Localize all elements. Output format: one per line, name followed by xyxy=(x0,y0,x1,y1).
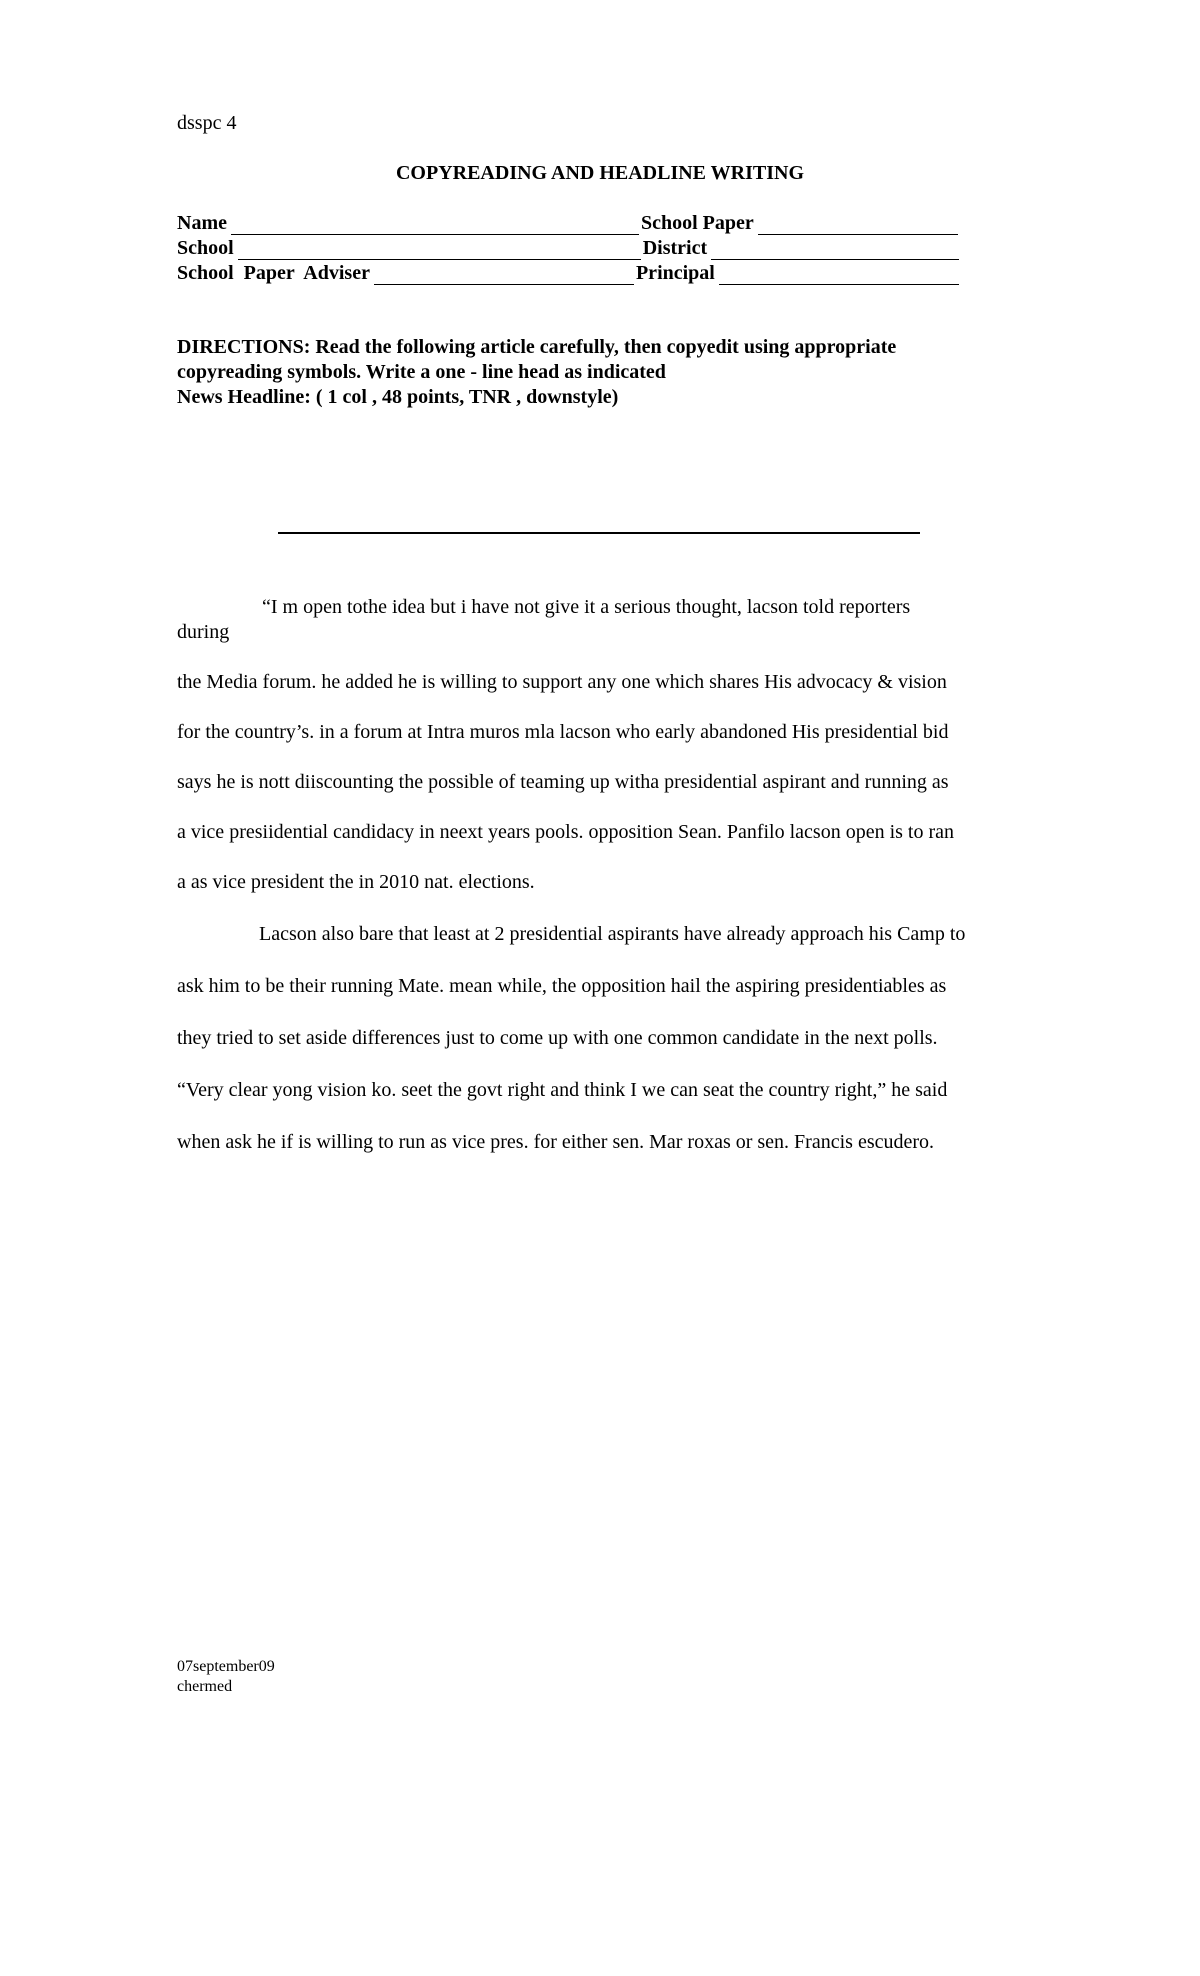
article-line: when ask he if is willing to run as vice pres. for either sen. Mar roxas or sen. Francis escudero. xyxy=(177,1131,935,1153)
footer-author: chermed xyxy=(177,1678,233,1695)
directions-line-2: copyreading symbols. Write a one - line head as indicated xyxy=(177,361,666,383)
article-line: the Media forum. he added he is willing to support any one which shares His advocacy & vision xyxy=(177,671,947,693)
article-line: says he is nott diiscounting the possible of teaming up witha presidential aspirant and running as xyxy=(177,771,949,793)
directions-line-1: DIRECTIONS: Read the following article carefully, then copyedit using appropriate xyxy=(177,336,897,358)
article-line: ask him to be their running Mate. mean while, the opposition hail the aspiring presidentiables as xyxy=(177,975,947,997)
article-line: during xyxy=(177,621,230,643)
form-row-school xyxy=(177,237,961,260)
form-row-name xyxy=(177,212,960,235)
adviser-label: School Paper Adviser xyxy=(177,262,370,284)
name-label: Name xyxy=(177,212,227,234)
document-code: dsspc 4 xyxy=(177,112,237,134)
principal-field[interactable] xyxy=(719,266,959,285)
form-row-adviser xyxy=(177,262,961,285)
name-field[interactable] xyxy=(231,216,639,235)
article-line: they tried to set aside differences just to come up with one common candidate in the next polls. xyxy=(177,1027,938,1049)
headline-answer-line[interactable] xyxy=(278,532,920,534)
school-field[interactable] xyxy=(238,241,641,260)
directions-line-3: News Headline: ( 1 col , 48 points, TNR , downstyle) xyxy=(177,386,619,408)
principal-label: Principal xyxy=(635,262,715,284)
page-title: COPYREADING AND HEADLINE WRITING xyxy=(395,162,805,184)
footer-date: 07september09 xyxy=(177,1658,275,1675)
school-label: School xyxy=(177,237,234,259)
adviser-field[interactable] xyxy=(374,266,634,285)
article-line: “Very clear yong vision ko. seet the govt right and think I we can seat the country right,” he said xyxy=(177,1079,948,1101)
article-line: “I m open tothe idea but i have not give it a serious thought, lacson told reporters xyxy=(262,596,911,618)
article-line: a as vice president the in 2010 nat. elections. xyxy=(177,871,535,893)
article-line: Lacson also bare that least at 2 presidential aspirants have already approach his Camp to xyxy=(259,923,966,945)
district-field[interactable] xyxy=(711,241,959,260)
article-line: for the country’s. in a forum at Intra muros mla lacson who early abandoned His presidential bid xyxy=(177,721,949,743)
district-label: District xyxy=(642,237,708,259)
article-line: a vice presiidential candidacy in neext years pools. opposition Sean. Panfilo lacson open is to ran xyxy=(177,821,955,843)
school-paper-label: School Paper xyxy=(640,212,754,234)
school-paper-field[interactable] xyxy=(758,216,958,235)
